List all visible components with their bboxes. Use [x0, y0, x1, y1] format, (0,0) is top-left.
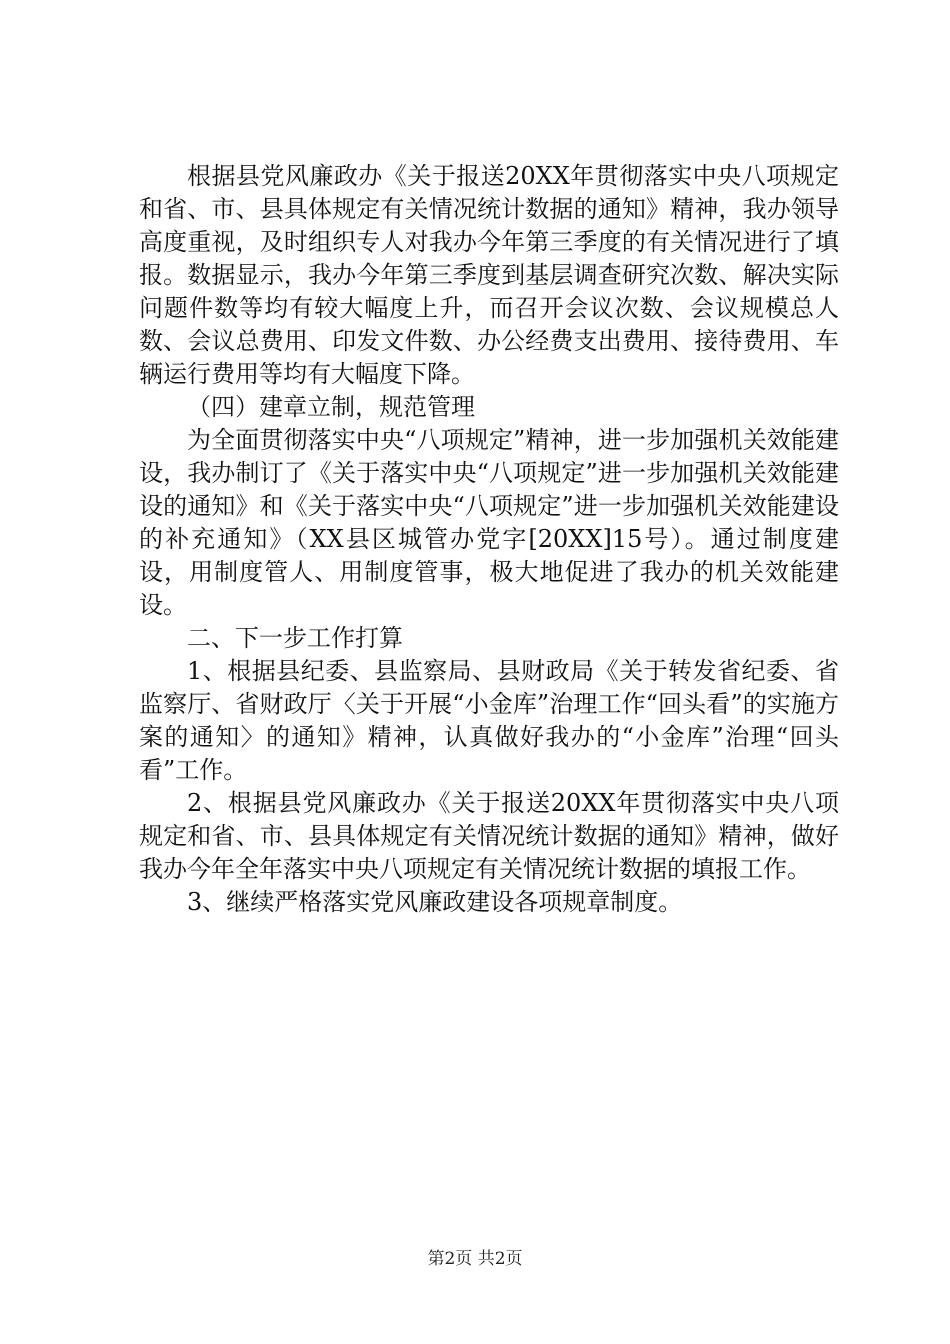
list-item-next-step-3: 3、继续严格落实党风廉政建设各项规章制度。	[187, 888, 683, 916]
section-heading-next-steps: 二、下一步工作打算	[187, 624, 403, 652]
list-item-next-step-1: 1、根据县纪委、县监察局、县财政局《关于转发省纪委、省监察厅、省财政厅〈关于开展“小金库”治理工作“回头看”的实施方案的通知〉的通知》精神，认真做好我办的“小金库”治理“回头看”工作。	[139, 657, 839, 784]
document-body	[139, 160, 839, 919]
paragraph-rules-system: 为全面贯彻落实中央“八项规定”精神，进一步加强机关效能建设，我办制订了《关于落实中央“八项规定”进一步加强机关效能建设的通知》和《关于落实中央“八项规定”进一步加强机关效能建设的补充通知》（XX县区城管办党字[20XX]15号）。通过制度建设，用制度管人、用制度管事，极大地促进了我办的机关效能建设。	[139, 426, 839, 619]
page-number-footer: 第2页 共2页	[427, 1249, 523, 1269]
list-item-next-step-2: 2、根据县党风廉政办《关于报送20XX年贯彻落实中央八项规定和省、市、县具体规定有关情况统计数据的通知》精神，做好我办今年全年落实中央八项规定有关情况统计数据的填报工作。	[139, 789, 839, 883]
paragraph-statistics-report: 根据县党风廉政办《关于报送20XX年贯彻落实中央八项规定和省、市、县具体规定有关情况统计数据的通知》精神，我办领导高度重视，及时组织专人对我办今年第三季度的有关情况进行了填报。数据显示，我办今年第三季度到基层调查研究次数、解决实际问题件数等均有较大幅度上升，而召开会议次数、会议规模总人数、会议总费用、印发文件数、办公经费支出费用、接待费用、车辆运行费用等均有大幅度下降。	[139, 162, 839, 388]
section-heading-rules: （四）建章立制，规范管理	[187, 393, 475, 421]
